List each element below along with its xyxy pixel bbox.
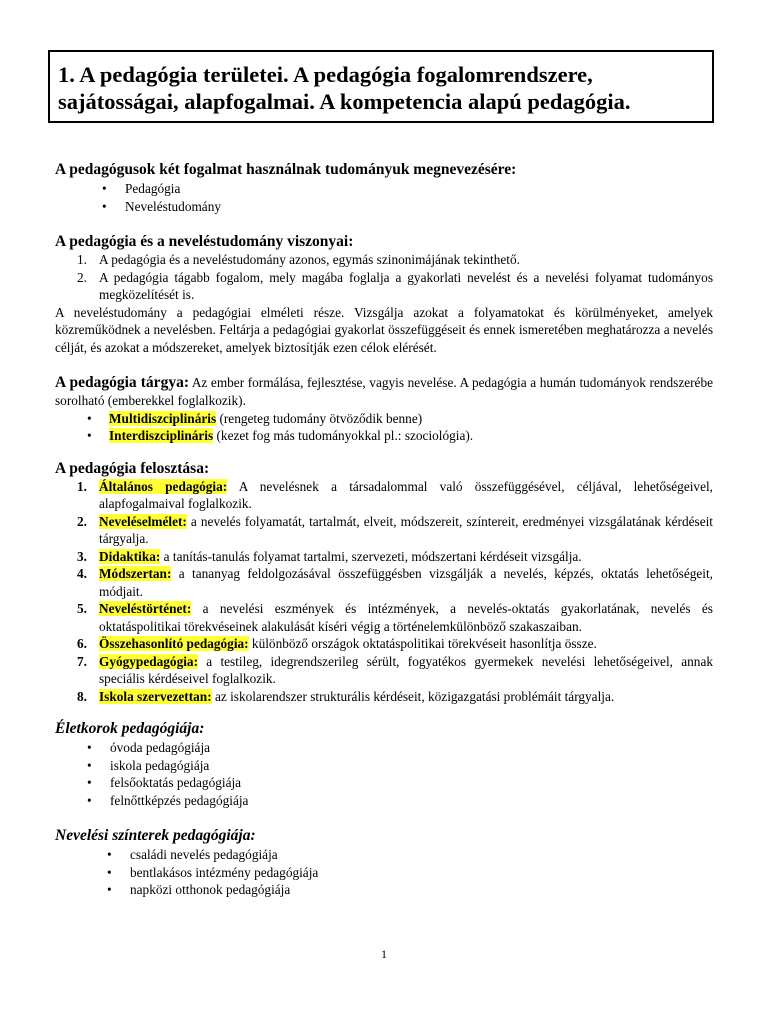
item-number: 5. [77, 601, 87, 616]
highlight-term: Neveléselmélet: [99, 513, 187, 529]
item-text: a nevelés folyamatát, tartalmát, elveit, módszereit, színtereit, eredményei vizsgálatának kérdéseit tárgyalja. [99, 513, 713, 546]
section-heading-relations: A pedagógia és a neveléstudomány viszonyai: [55, 233, 354, 250]
highlight-term: Módszertan: [99, 566, 172, 581]
section-heading-terms: A pedagógusok két fogalmat használnak tudományuk megnevezésére: [55, 161, 517, 178]
subject-heading: A pedagógia tárgya: [55, 374, 189, 391]
list-item [55, 635, 713, 653]
item-number: 6. [77, 636, 87, 651]
section-heading-division: A pedagógia felosztása: [55, 459, 210, 477]
subject-text: Az ember formálása, fejlesztése, vagyis nevelése. A pedagógia a humán tudományok rendszerébe sorolható (emberekkel foglalkozik). [55, 375, 714, 408]
highlight-term: Iskola szervezettan: [99, 688, 212, 704]
list-item: • Pedagógia [55, 180, 713, 198]
title-box [48, 50, 714, 123]
list-item [55, 565, 713, 600]
highlight-term: Összehasonlító pedagógia: [99, 636, 249, 651]
item-number: 7. [77, 653, 87, 669]
item-text: A pedagógia tágabb fogalom, mely magába foglalja a gyakorlati nevelést és a nevelési folyamat tudományos megközelítését is. [99, 269, 713, 302]
list-item [55, 600, 713, 635]
item-number: 2. [77, 269, 87, 285]
list-item [55, 513, 713, 548]
item-text: a nevelési eszmények és intézmények, a nevelés-oktatás gyakorlatának, nevelés és oktatáspolitikai törekvéseinek alakulását kíséri végig a történelemkülönböző szakaszaiban. [99, 601, 713, 634]
item-number: 3. [77, 548, 87, 564]
list-item: • Neveléstudomány [55, 198, 713, 216]
list-item [55, 653, 713, 688]
list-item [55, 269, 713, 304]
division-list [55, 478, 713, 706]
document-body [55, 160, 713, 899]
item-number: 8. [77, 688, 87, 704]
section-heading-settings: Nevelési színterek pedagógiája: [55, 827, 256, 844]
highlight-term: Neveléstörténet: [99, 601, 192, 616]
highlight-term: Multidiszciplináris [109, 410, 217, 426]
item-text: az iskolarendszer strukturális kérdéseit, közigazgatási problémáit tárgyalja. [211, 688, 615, 704]
item-number: 1. [77, 478, 87, 494]
highlight-term: Gyógypedagógia: [99, 653, 198, 669]
item-number: 4. [77, 566, 87, 581]
highlight-term: Didaktika: [99, 548, 161, 564]
item-text: különböző országok oktatáspolitikai törekvéseit hasonlítja össze. [248, 636, 597, 651]
item-text: (kezet fog más tudományokkal pl.: szociológia). [213, 428, 474, 443]
item-text: A pedagógia és a neveléstudomány azonos, egymás szinonimájának tekinthető. [99, 252, 520, 267]
list-item [55, 251, 713, 269]
item-text: a tanítás-tanulás folyamat tartalmi, szervezeti, módszertani kérdéseit vizsgálja. [160, 548, 582, 564]
settings-list [55, 846, 713, 899]
relations-paragraph: A neveléstudomány a pedagógiai elméleti része. Vizsgálja azokat a folyamatokat és körülményeket, amelyek közreműködnek a nevelésben. Feltárja a pedagógiai gyakorlat összefüggéseit és ennek ismeretében meghatározza a nevelés célját, és azokat a módszereket, amelyek biztosítják ezen célok elérését. [55, 304, 713, 355]
list-item [55, 688, 713, 706]
age-list [55, 739, 713, 809]
list-item: • felsőoktatás pedagógiája [55, 774, 713, 792]
relations-list [55, 251, 713, 304]
terms-list [55, 180, 713, 215]
item-text: a testileg, idegrendszerileg sérült, fogyatékos gyermekek nevelési lehetőségeivel, annak speciális kérdéseivel foglalkozik. [99, 653, 713, 686]
list-item [55, 548, 713, 566]
list-item [55, 410, 713, 428]
subject-paragraph [55, 373, 713, 410]
list-item: • felnőttképzés pedagógiája [55, 792, 713, 810]
item-text: a tananyag feldolgozásával összefüggésben vizsgálják a nevelés, képzés, oktatás lehetőségeit, módjait. [99, 566, 713, 599]
list-item: • bentlakásos intézmény pedagógiája [55, 864, 713, 882]
list-item [55, 478, 713, 513]
highlight-term: Általános pedagógia: [99, 478, 228, 494]
discipline-list [55, 410, 713, 445]
highlight-term: Interdiszciplináris [109, 428, 214, 443]
page-number: 1 [381, 947, 387, 961]
item-number: 1. [77, 252, 87, 267]
list-item [55, 427, 713, 445]
list-item: • iskola pedagógiája [55, 757, 713, 775]
list-item: • óvoda pedagógiája [55, 739, 713, 757]
page-title: 1. A pedagógia területei. A pedagógia fogalomrendszere, sajátosságai, alapfogalmai. A kompetencia alapú pedagógia. [58, 62, 631, 114]
item-text: (rengeteg tudomány ötvöződik benne) [216, 410, 423, 426]
list-item: • napközi otthonok pedagógiája [55, 881, 713, 899]
list-item: • családi nevelés pedagógiája [55, 846, 713, 864]
item-text: A nevelésnek a társadalommal való összefüggésével, céljával, lehetőségeivel, alapfogalmaival foglalkozik. [99, 478, 713, 511]
section-heading-age: Életkorok pedagógiája: [55, 720, 205, 737]
item-number: 2. [77, 513, 87, 529]
